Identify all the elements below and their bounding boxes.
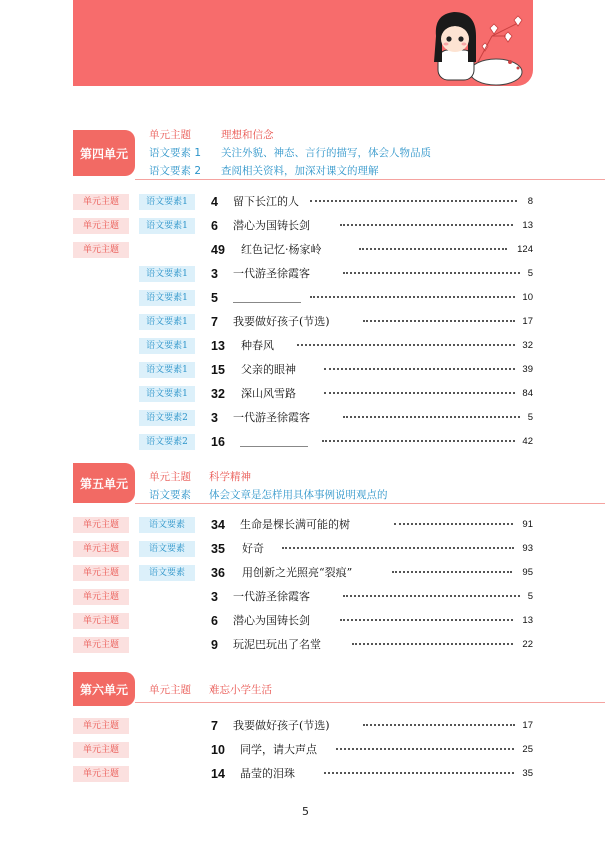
toc-row[interactable] — [0, 564, 611, 582]
lesson-title: 潜心为国铸长剑 — [233, 614, 310, 627]
toc-row[interactable] — [0, 193, 611, 211]
leader-dots — [340, 224, 513, 226]
unit-divider — [135, 503, 605, 504]
page-number: 22 — [522, 639, 533, 650]
lang-element-tag: 语文要素1 — [139, 338, 195, 354]
lesson-number: 35 — [211, 542, 225, 556]
page-number: 5 — [527, 412, 533, 423]
unit-theme-tag: 单元主题 — [73, 565, 129, 581]
lang-element-tag: 语文要素1 — [139, 290, 195, 306]
girl-with-flowers-icon — [418, 6, 530, 86]
page-number: 124 — [517, 244, 533, 255]
lesson-number: 14 — [211, 767, 225, 781]
lesson-title: 用创新之光照亮“裂痕” — [242, 566, 353, 579]
unit-theme-tag: 单元主题 — [73, 517, 129, 533]
leader-dots — [359, 248, 507, 250]
lang-element-text: 查阅相关资料，加深对课文的理解 — [221, 165, 379, 177]
leader-dots — [310, 296, 515, 298]
lang-element-label: 语文要素 2 — [149, 165, 202, 177]
lesson-number: 7 — [211, 315, 218, 329]
unit-theme-tag: 单元主题 — [73, 637, 129, 653]
leader-dots — [324, 772, 514, 774]
unit-divider — [135, 702, 605, 703]
lesson-title: 父亲的眼神 — [241, 363, 296, 376]
page-number: 91 — [522, 519, 533, 530]
unit-theme-tag: 单元主题 — [73, 242, 129, 258]
lang-element-tag: 语文要素 — [139, 541, 195, 557]
page-number: 93 — [522, 543, 533, 554]
lang-element-tag: 语文要素2 — [139, 434, 195, 450]
lang-element-label: 语文要素 1 — [149, 147, 202, 159]
leader-dots — [322, 440, 515, 442]
lang-element-tag: 语文要素1 — [139, 386, 195, 402]
lesson-title: 红色记忆·杨家岭 — [241, 243, 322, 256]
unit-theme-label: 单元主题 — [149, 129, 191, 141]
lesson-number: 6 — [211, 614, 218, 628]
toc-row[interactable] — [0, 540, 611, 558]
toc-row[interactable] — [0, 337, 611, 355]
leader-dots — [352, 643, 513, 645]
lesson-number: 9 — [211, 638, 218, 652]
lesson-number: 49 — [211, 243, 225, 257]
lang-element-tag: 语文要素1 — [139, 218, 195, 234]
lesson-number: 5 — [211, 291, 218, 305]
lesson-title: 一代游圣徐霞客 — [233, 267, 310, 280]
lesson-title: 我要做好孩子(节选) — [233, 315, 330, 328]
page-number: 13 — [522, 220, 533, 231]
leader-dots — [363, 320, 515, 322]
page-number: 17 — [522, 720, 533, 731]
unit-theme-label: 单元主题 — [149, 471, 191, 483]
unit-theme-text: 难忘小学生活 — [209, 684, 272, 696]
page-number: 8 — [527, 196, 533, 207]
lesson-number: 6 — [211, 219, 218, 233]
lesson-number: 3 — [211, 590, 218, 604]
lang-element-tag: 语文要素2 — [139, 410, 195, 426]
lesson-number: 34 — [211, 518, 225, 532]
toc-row[interactable] — [0, 241, 611, 259]
lesson-title: 玩泥巴玩出了名堂 — [233, 638, 321, 651]
page-number: 25 — [522, 744, 533, 755]
leader-dots — [297, 344, 515, 346]
lang-element-tag: 语文要素1 — [139, 266, 195, 282]
lesson-title: 种春风 — [241, 339, 274, 352]
lang-element-text: 关注外貌、神态、言行的描写，体会人物品质 — [221, 147, 431, 159]
page-number: 10 — [522, 292, 533, 303]
unit-theme-label: 单元主题 — [149, 684, 191, 696]
page-number: 13 — [522, 615, 533, 626]
lang-element-tag: 语文要素1 — [139, 194, 195, 210]
unit-badge: 第六单元 — [73, 672, 135, 706]
lesson-number: 36 — [211, 566, 225, 580]
unit-theme-tag: 单元主题 — [73, 613, 129, 629]
toc-row[interactable] — [0, 409, 611, 427]
page-number: 35 — [522, 768, 533, 779]
lesson-title: 一代游圣徐霞客 — [233, 590, 310, 603]
unit-theme-tag: 单元主题 — [73, 194, 129, 210]
lesson-number: 3 — [211, 411, 218, 425]
lang-element-tag: 语文要素 — [139, 517, 195, 533]
lesson-title: 潜心为国铸长剑 — [233, 219, 310, 232]
lesson-title: 好奇 — [242, 542, 264, 555]
page-number: 5 — [527, 591, 533, 602]
unit-badge: 第四单元 — [73, 130, 135, 176]
leader-dots — [363, 724, 515, 726]
leader-dots — [324, 392, 515, 394]
leader-dots — [282, 547, 514, 549]
lesson-title: 深山风雪路 — [241, 387, 296, 400]
page-number: 32 — [522, 340, 533, 351]
page-footer-number: 5 — [302, 805, 309, 818]
unit-theme-tag: 单元主题 — [73, 589, 129, 605]
lesson-number: 16 — [211, 435, 225, 449]
toc-row[interactable] — [0, 289, 611, 307]
lesson-title: 一代游圣徐霞客 — [233, 411, 310, 424]
leader-dots — [336, 748, 514, 750]
lesson-title: 生命是棵长满可能的树 — [240, 518, 350, 531]
toc-row[interactable] — [0, 361, 611, 379]
unit-theme-tag: 单元主题 — [73, 742, 129, 758]
lesson-number: 10 — [211, 743, 225, 757]
toc-row[interactable] — [0, 265, 611, 283]
leader-dots — [340, 619, 513, 621]
toc-row[interactable] — [0, 313, 611, 331]
page-number: 17 — [522, 316, 533, 327]
toc-row[interactable] — [0, 516, 611, 534]
toc-row[interactable] — [0, 717, 611, 735]
lesson-number: 32 — [211, 387, 225, 401]
leader-dots — [394, 523, 513, 525]
unit-divider — [135, 179, 605, 180]
lesson-title: 留下长江的人 — [233, 195, 299, 208]
unit-theme-text: 理想和信念 — [221, 129, 274, 141]
lesson-title: 晶莹的泪珠 — [240, 767, 295, 780]
leader-dots — [343, 595, 520, 597]
unit-theme-tag: 单元主题 — [73, 766, 129, 782]
lesson-number: 3 — [211, 267, 218, 281]
fill-in-blank[interactable] — [233, 302, 301, 303]
leader-dots — [392, 571, 512, 573]
toc-row[interactable] — [0, 636, 611, 654]
leader-dots — [343, 416, 520, 418]
lang-element-label: 语文要素 — [149, 489, 191, 501]
page-number: 84 — [522, 388, 533, 399]
unit-theme-tag: 单元主题 — [73, 718, 129, 734]
toc-row[interactable] — [0, 217, 611, 235]
unit-theme-tag: 单元主题 — [73, 541, 129, 557]
unit-theme-text: 科学精神 — [209, 471, 251, 483]
page-number: 95 — [522, 567, 533, 578]
lang-element-tag: 语文要素1 — [139, 362, 195, 378]
toc-row[interactable] — [0, 588, 611, 606]
toc-row[interactable] — [0, 765, 611, 783]
toc-row[interactable] — [0, 385, 611, 403]
lesson-title: 同学，请大声点 — [240, 743, 317, 756]
lesson-title: 我要做好孩子(节选) — [233, 719, 330, 732]
unit-theme-tag: 单元主题 — [73, 218, 129, 234]
lang-element-tag: 语文要素1 — [139, 314, 195, 330]
fill-in-blank[interactable] — [240, 446, 308, 447]
unit-badge: 第五单元 — [73, 463, 135, 503]
lang-element-tag: 语文要素 — [139, 565, 195, 581]
lesson-number: 7 — [211, 719, 218, 733]
page-number: 39 — [522, 364, 533, 375]
leader-dots — [310, 200, 517, 202]
lesson-number: 13 — [211, 339, 225, 353]
lesson-number: 15 — [211, 363, 225, 377]
leader-dots — [324, 368, 515, 370]
lesson-number: 4 — [211, 195, 218, 209]
page-number: 5 — [527, 268, 533, 279]
leader-dots — [343, 272, 520, 274]
toc-row[interactable] — [0, 741, 611, 759]
page-number: 42 — [522, 436, 533, 447]
toc-row[interactable] — [0, 433, 611, 451]
lang-element-text: 体会文章是怎样用具体事例说明观点的 — [209, 489, 388, 501]
toc-row[interactable] — [0, 612, 611, 630]
